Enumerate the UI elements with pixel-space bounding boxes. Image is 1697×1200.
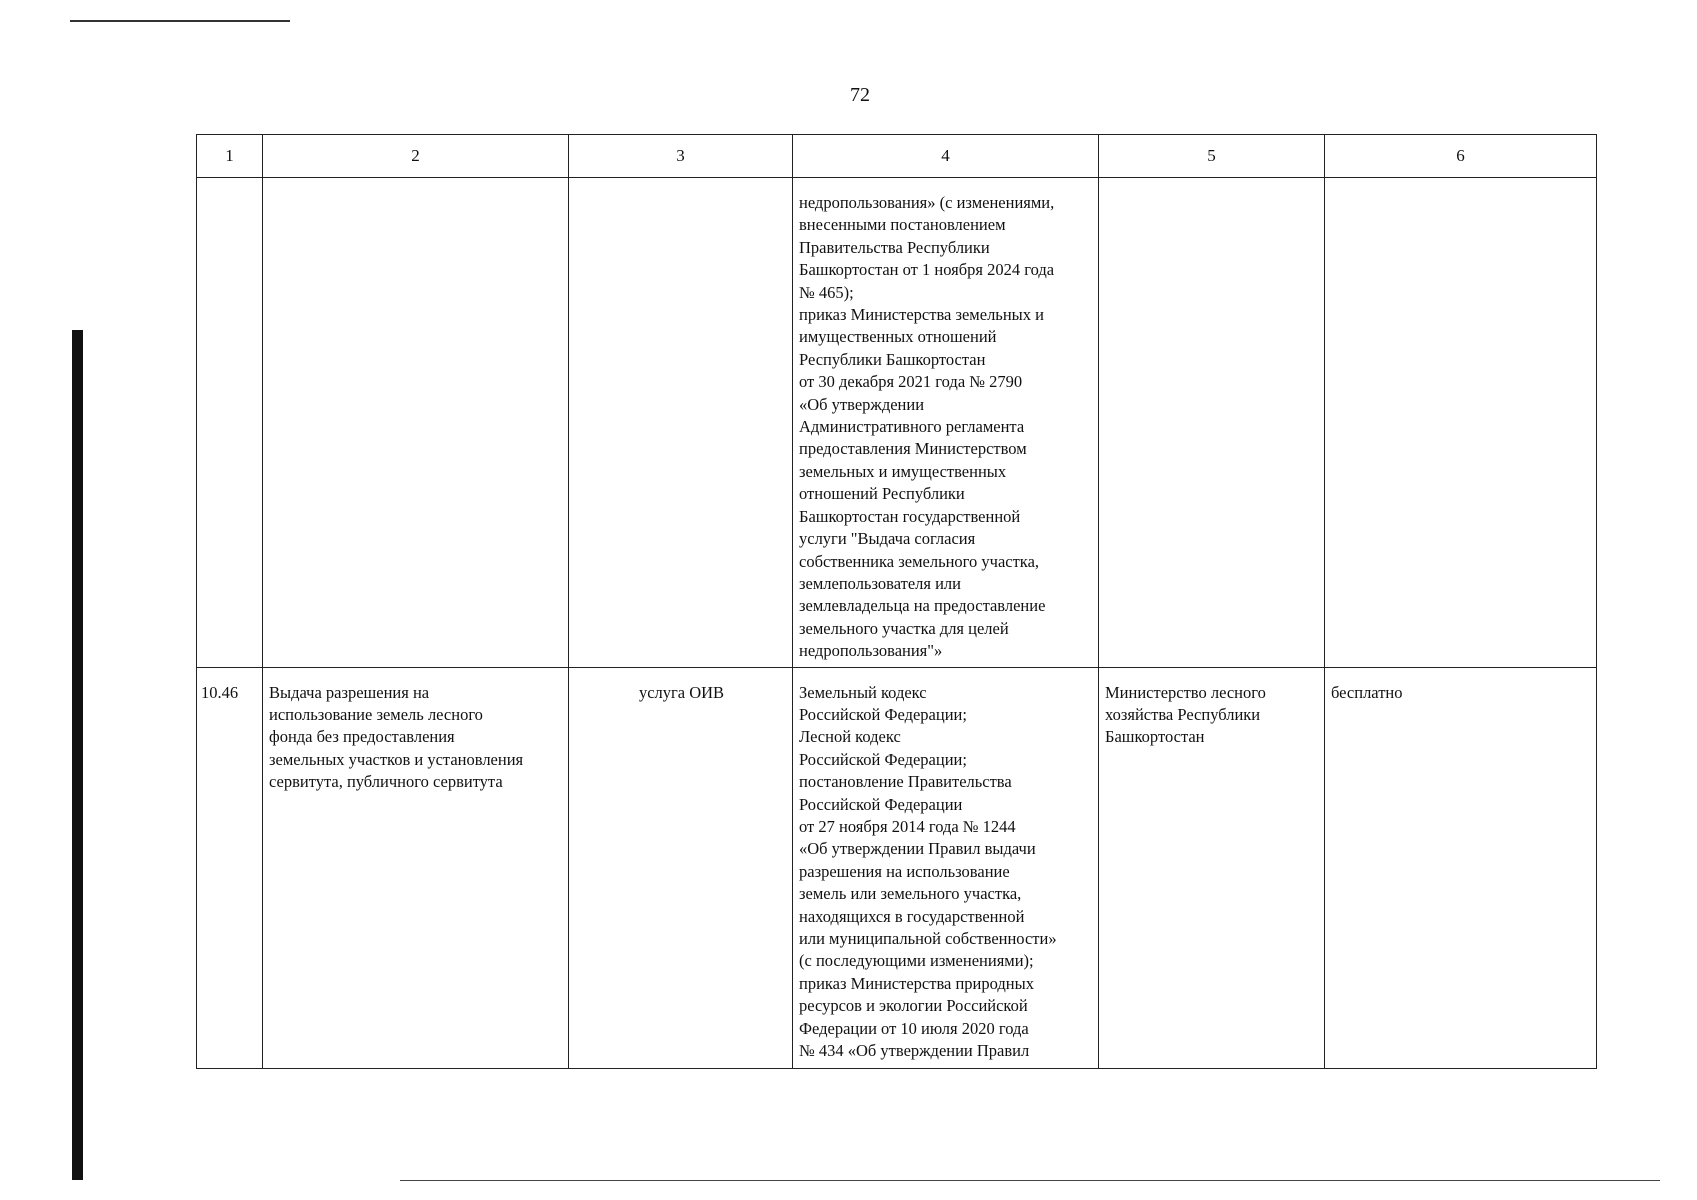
cell-legal-basis: недропользования» (с изменениями, внесенными постановлением Правительства Республики Башкортостан от 1 ноября 2024 года № 465); приказ Министерства земельных и имущественных отношений Республики Башкортостан от 30 декабря 2021 года № 2790 «Об утверждении Административного регламента предоставления Министерством земельных и имущественных отношений Республики Башкортостан государственной услуги "Выдача согласия собственника земельного участка, землепользователя или землевладельца на предоставление земельного участка для целей недропользования"» — [793, 178, 1099, 668]
header-col-6: 6 — [1325, 135, 1597, 178]
cell-cost: бесплатно — [1325, 667, 1597, 1068]
scan-top-line — [70, 20, 290, 22]
cell-legal-basis: Земельный кодекс Российской Федерации; Лесной кодекс Российской Федерации; постановление Правительства Российской Федерации от 27 ноября 2014 года № 1244 «Об утверждении Правил выдачи разрешения на использование земель или земельного участка, находящихся в государственной или муниципальной собственности» (с последующими изменениями); приказ Министерства природных ресурсов и экологии Российской Федерации от 10 июля 2020 года № 434 «Об утверждении Правил — [793, 667, 1099, 1068]
cell-service-name — [263, 178, 569, 668]
cell-authority: Министерство лесного хозяйства Республики Башкортостан — [1099, 667, 1325, 1068]
cell-cost — [1325, 178, 1597, 668]
cell-service-type: услуга ОИВ — [569, 667, 793, 1068]
scan-bottom-line — [400, 1180, 1660, 1181]
header-row — [197, 135, 1597, 178]
cell-number — [197, 178, 263, 668]
cell-service-type — [569, 178, 793, 668]
header-col-1: 1 — [197, 135, 263, 178]
services-table — [196, 134, 1597, 1069]
cell-authority — [1099, 178, 1325, 668]
header-col-3: 3 — [569, 135, 793, 178]
page-number: 72 — [850, 84, 870, 106]
header-col-4: 4 — [793, 135, 1099, 178]
cell-service-name: Выдача разрешения на использование земель лесного фонда без предоставления земельных участков и установления сервитута, публичного сервитута — [263, 667, 569, 1068]
header-col-2: 2 — [263, 135, 569, 178]
scan-left-edge-shadow — [72, 330, 83, 1180]
table-row-continuation — [197, 178, 1597, 668]
cell-number: 10.46 — [197, 667, 263, 1068]
header-col-5: 5 — [1099, 135, 1325, 178]
table-row-10-46 — [197, 667, 1597, 1068]
